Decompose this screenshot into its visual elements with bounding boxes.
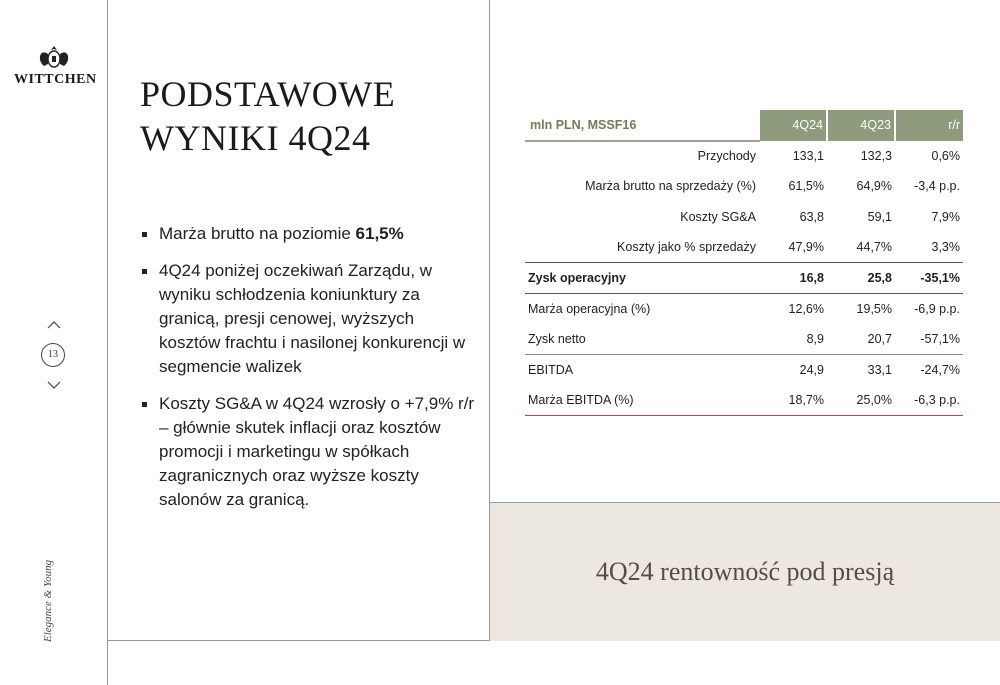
row-label: Przychody xyxy=(697,149,756,164)
cell-value: -57,1% xyxy=(920,332,960,347)
row-label: Marża brutto na sprzedaży (%) xyxy=(585,179,756,194)
cell-value: 0,6% xyxy=(931,148,960,163)
row-label: Koszty SG&A xyxy=(680,210,756,225)
table-row xyxy=(525,355,963,386)
row-label: Zysk netto xyxy=(528,332,586,347)
cell-value: 61,5% xyxy=(788,179,824,194)
cell-value: 12,6% xyxy=(788,302,824,317)
chevron-up-icon[interactable] xyxy=(47,318,61,332)
results-table xyxy=(525,110,963,416)
title-line-2: WYNIKI 4Q24 xyxy=(140,118,371,158)
brand-logo xyxy=(14,44,97,88)
cell-value: 18,7% xyxy=(759,385,827,416)
table-row xyxy=(525,171,963,202)
bullet-item xyxy=(140,392,480,512)
cell-value: 133,1 xyxy=(792,148,824,163)
table-row xyxy=(525,385,963,416)
unit-header: mln PLN, MSSF16 xyxy=(525,110,759,141)
row-label: EBITDA xyxy=(525,355,759,386)
cell-value: 25,0% xyxy=(827,385,895,416)
row-label: Marża EBITDA (%) xyxy=(525,385,759,416)
bullet-item xyxy=(140,222,480,246)
cell-value: 8,9 xyxy=(806,332,824,347)
cell-value: 16,8 xyxy=(759,263,827,294)
column-header-yoy: r/r xyxy=(895,110,963,141)
bullet-item xyxy=(140,259,480,379)
cell-value: 132,3 xyxy=(860,148,892,163)
bullet-text: Koszty SG&A w 4Q24 wzrosły o +7,9% r/r – głównie skutek inflacji oraz kosztów promocji i marketingu w spółkach zagranicznych oraz wyższe koszty salonów za granicą. xyxy=(159,394,475,509)
summary-band xyxy=(490,502,1000,641)
cell-value: -3,4 p.p. xyxy=(914,179,960,194)
column-header-4q24: 4Q24 xyxy=(759,110,827,141)
table-row xyxy=(525,232,963,263)
title-line-1: PODSTAWOWE xyxy=(140,74,396,114)
logo-text: WITTCHEN xyxy=(14,72,97,87)
table-row-highlight xyxy=(525,263,963,294)
table-row xyxy=(525,141,963,172)
cell-value: 7,9% xyxy=(931,210,960,225)
key-points-list xyxy=(140,222,480,525)
cell-value: 59,1 xyxy=(867,210,892,225)
page-title xyxy=(140,72,480,160)
cell-value: -6,3 p.p. xyxy=(895,385,963,416)
cell-value: 24,9 xyxy=(759,355,827,386)
cell-value: 63,8 xyxy=(799,210,824,225)
column-header-4q23: 4Q23 xyxy=(827,110,895,141)
cell-value: 64,9% xyxy=(856,179,892,194)
cell-value: 20,7 xyxy=(867,332,892,347)
cell-value: 44,7% xyxy=(856,240,892,255)
cell-value: 25,8 xyxy=(827,263,895,294)
cell-value: 3,3% xyxy=(931,240,960,255)
brand-tagline: Elegance & Young xyxy=(42,559,54,642)
table-row xyxy=(525,202,963,233)
table-row xyxy=(525,324,963,355)
crest-logo-icon xyxy=(34,44,74,70)
bullet-highlight: 61,5% xyxy=(355,224,404,243)
row-label: Koszty jako % sprzedaży xyxy=(617,240,756,255)
table-header-row xyxy=(525,110,963,141)
page-number: 13 xyxy=(41,343,65,367)
cell-value: -35,1% xyxy=(895,263,963,294)
bullet-text: Marża brutto na poziomie xyxy=(159,224,356,243)
cell-value: -6,9 p.p. xyxy=(914,302,960,317)
left-rail-divider xyxy=(107,0,108,685)
summary-headline: 4Q24 rentowność pod presją xyxy=(595,557,895,586)
table-row xyxy=(525,294,963,325)
cell-value: 47,9% xyxy=(788,240,824,255)
row-label: Marża operacyjna (%) xyxy=(528,302,651,317)
cell-value: -24,7% xyxy=(895,355,963,386)
row-label: Zysk operacyjny xyxy=(525,263,759,294)
cell-value: 19,5% xyxy=(856,302,892,317)
cell-value: 33,1 xyxy=(827,355,895,386)
bullet-text: 4Q24 poniżej oczekiwań Zarządu, w wyniku schłodzenia koniunktury za granicą, presji cenowej, wyższych kosztów frachtu i nasilonej konkurencji w segmencie walizek xyxy=(159,261,466,376)
chevron-down-icon[interactable] xyxy=(47,378,61,392)
